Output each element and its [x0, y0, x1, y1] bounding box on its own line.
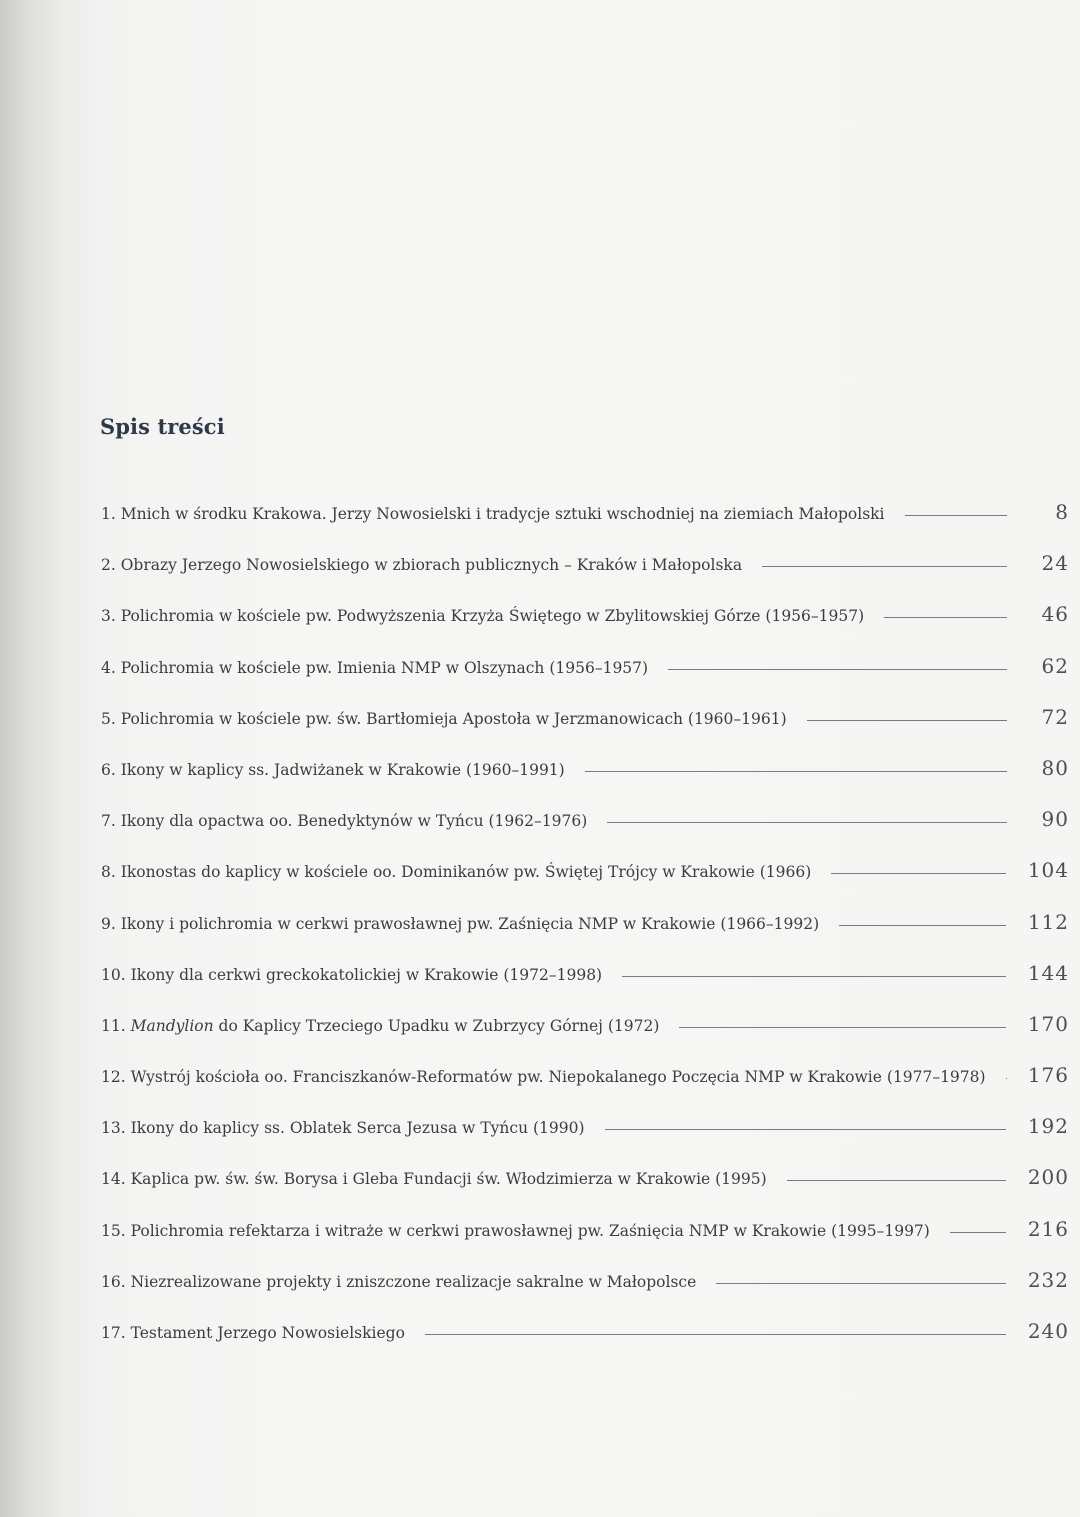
dotted-leader [622, 975, 1006, 977]
toc-entry [101, 705, 1069, 756]
toc-entry-title: 7. Ikony dla opactwa oo. Benedyktynów w Tyńcu (1962–1976) [101, 812, 588, 831]
toc-entry-title: 3. Polichromia w kościele pw. Podwyższenia Krzyża Świętego w Zbylitowskiej Górze (1956–1957) [101, 607, 865, 626]
dotted-leader [950, 1231, 1006, 1233]
toc-entry-title: 1. Mnich w środku Krakowa. Jerzy Nowosielski i tradycje sztuki wschodniej na ziemiach Małopolski [101, 505, 885, 523]
toc-entry-title: 6. Ikony w kaplicy ss. Jadwiżanek w Krakowie (1960–1991) [101, 760, 565, 779]
toc-entry-title: 12. Wystrój kościoła oo. Franciszkanów-Reformatów pw. Niepokalanego Poczęcia NMP w Krakowie (1977–1978) [101, 1068, 986, 1087]
toc-entry-page: 90 [1041, 807, 1069, 832]
toc-entry-title: 5. Polichromia w kościele pw. św. Bartłomieja Apostoła w Jerzmanowicach (1960–1961) [101, 709, 787, 728]
toc-entry-page: 8 [1055, 500, 1069, 524]
toc-entry-page: 112 [1027, 909, 1069, 934]
toc-entry [101, 551, 1069, 602]
toc-entry [101, 1319, 1069, 1370]
toc-entry [101, 858, 1069, 909]
dotted-leader [607, 821, 1007, 823]
toc-entry [101, 654, 1069, 705]
page-title: Spis treści [100, 414, 225, 439]
toc-entry-title-rest: do Kaplicy Trzeciego Upadku w Zubrzycy Górnej (1972) [213, 1016, 660, 1035]
dotted-leader [679, 1026, 1005, 1028]
toc-entry-page: 192 [1027, 1114, 1069, 1139]
toc-entry-page: 144 [1027, 960, 1069, 985]
dotted-leader [905, 514, 1008, 516]
toc-entry [101, 1268, 1069, 1319]
table-of-contents [101, 500, 1069, 1370]
toc-entry-page: 46 [1041, 602, 1069, 627]
toc-entry-title: 17. Testament Jerzego Nowosielskiego [101, 1324, 405, 1342]
toc-entry-page: 170 [1027, 1011, 1069, 1036]
toc-entry-page: 104 [1027, 858, 1069, 883]
toc-entry-title: 4. Polichromia w kościele pw. Imienia NMP w Olszynach (1956–1957) [101, 658, 649, 677]
toc-entry [101, 1114, 1069, 1165]
dotted-leader [884, 616, 1007, 618]
toc-entry-title: 10. Ikony dla cerkwi greckokatolickiej w Krakowie (1972–1998) [101, 965, 603, 984]
dotted-leader [716, 1282, 1006, 1284]
dotted-leader [831, 872, 1006, 874]
toc-entry-page: 24 [1041, 551, 1069, 576]
toc-entry-title: 16. Niezrealizowane projekty i zniszczone realizacje sakralne w Małopolsce [101, 1272, 697, 1291]
toc-entry [101, 910, 1069, 961]
toc-entry [101, 1012, 1069, 1063]
dotted-leader [668, 668, 1007, 670]
toc-entry-page: 62 [1041, 653, 1069, 678]
toc-entry-number: 11. [101, 1016, 126, 1035]
toc-entry-page: 176 [1027, 1063, 1069, 1088]
toc-entry-page: 240 [1027, 1319, 1069, 1343]
toc-entry-page: 80 [1041, 755, 1069, 780]
toc-entry-italic-title: Mandylion [130, 1016, 214, 1035]
dotted-leader [807, 719, 1007, 721]
toc-entry-page: 200 [1027, 1165, 1069, 1190]
dotted-leader [605, 1128, 1006, 1130]
toc-entry [101, 1063, 1069, 1114]
toc-entry-title: 9. Ikony i polichromia w cerkwi prawosławnej pw. Zaśnięcia NMP w Krakowie (1966–1992) [101, 914, 820, 933]
toc-entry [101, 756, 1069, 807]
dotted-leader [787, 1179, 1006, 1181]
toc-entry [101, 807, 1069, 858]
toc-entry-title [101, 1017, 659, 1035]
toc-entry [101, 961, 1069, 1012]
toc-entry-page: 232 [1027, 1267, 1069, 1292]
dotted-leader [762, 565, 1007, 567]
toc-entry [101, 1217, 1069, 1268]
toc-entry-title: 14. Kaplica pw. św. św. Borysa i Gleba Fundacji św. Włodzimierza w Krakowie (1995) [101, 1170, 767, 1189]
toc-entry-title: 13. Ikony do kaplicy ss. Oblatek Serca Jezusa w Tyńcu (1990) [101, 1119, 585, 1138]
toc-entry-title: 8. Ikonostas do kaplicy w kościele oo. Dominikanów pw. Świętej Trójcy w Krakowie (1966) [101, 863, 812, 882]
dotted-leader [839, 924, 1006, 926]
toc-entry [101, 602, 1069, 653]
toc-entry [101, 1165, 1069, 1216]
dotted-leader [425, 1333, 1006, 1335]
toc-entry [101, 500, 1069, 551]
dotted-leader [585, 770, 1007, 772]
toc-entry-title: 15. Polichromia refektarza i witraże w cerkwi prawosławnej pw. Zaśnięcia NMP w Krakowie (1995–1997) [101, 1221, 930, 1240]
toc-entry-title: 2. Obrazy Jerzego Nowosielskiego w zbiorach publicznych – Kraków i Małopolska [101, 556, 743, 575]
toc-entry-page: 216 [1027, 1216, 1069, 1241]
toc-entry-page: 72 [1041, 704, 1069, 729]
